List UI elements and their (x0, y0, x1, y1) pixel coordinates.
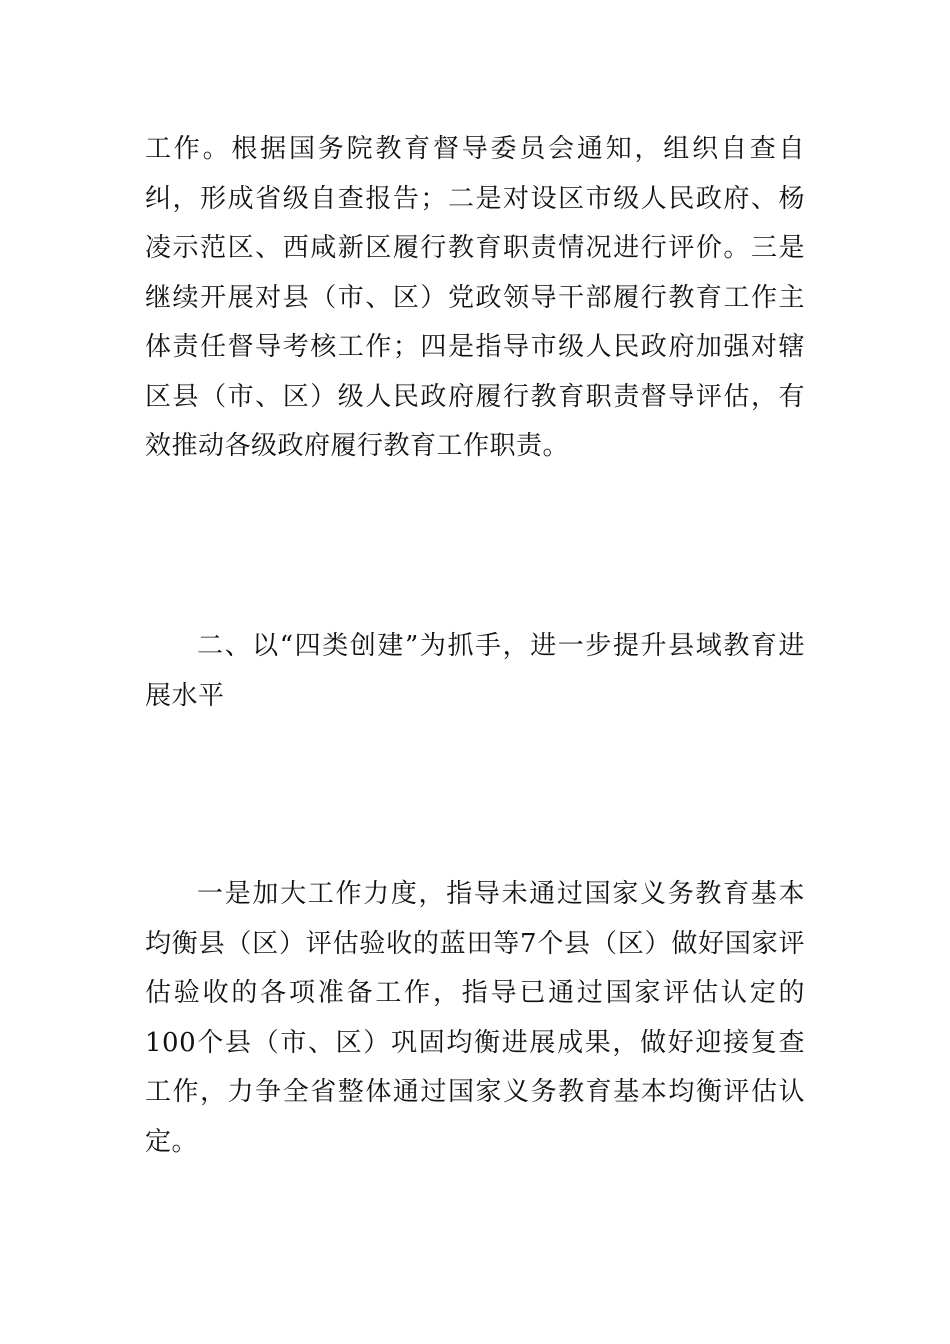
paragraph-body: 一是加大工作力度，指导未通过国家义务教育基本均衡县（区）评估验收的蓝田等7个县（区）做好国家评估验收的各项准备工作，指导已通过国家评估认定的100个县（市、区）巩固均衡进展成果，做好迎接复查工作，力争全省整体通过国家义务教育基本均衡评估认定。 (145, 879, 805, 1157)
paragraph-continuation: 工作。根据国务院教育督导委员会通知，组织自查自纠，形成省级自查报告；二是对设区市级人民政府、杨凌示范区、西咸新区履行教育职责情况进行评价。三是继续开展对县（市、区）党政领导干部履行教育工作主体责任督导考核工作；四是指导市级人民政府加强对辖区县（市、区）级人民政府履行教育职责督导评估，有效推动各级政府履行教育工作职责。 (145, 134, 805, 461)
section-heading: 二、以“四类创建”为抓手，进一步提升县域教育进展水平 (145, 631, 805, 711)
